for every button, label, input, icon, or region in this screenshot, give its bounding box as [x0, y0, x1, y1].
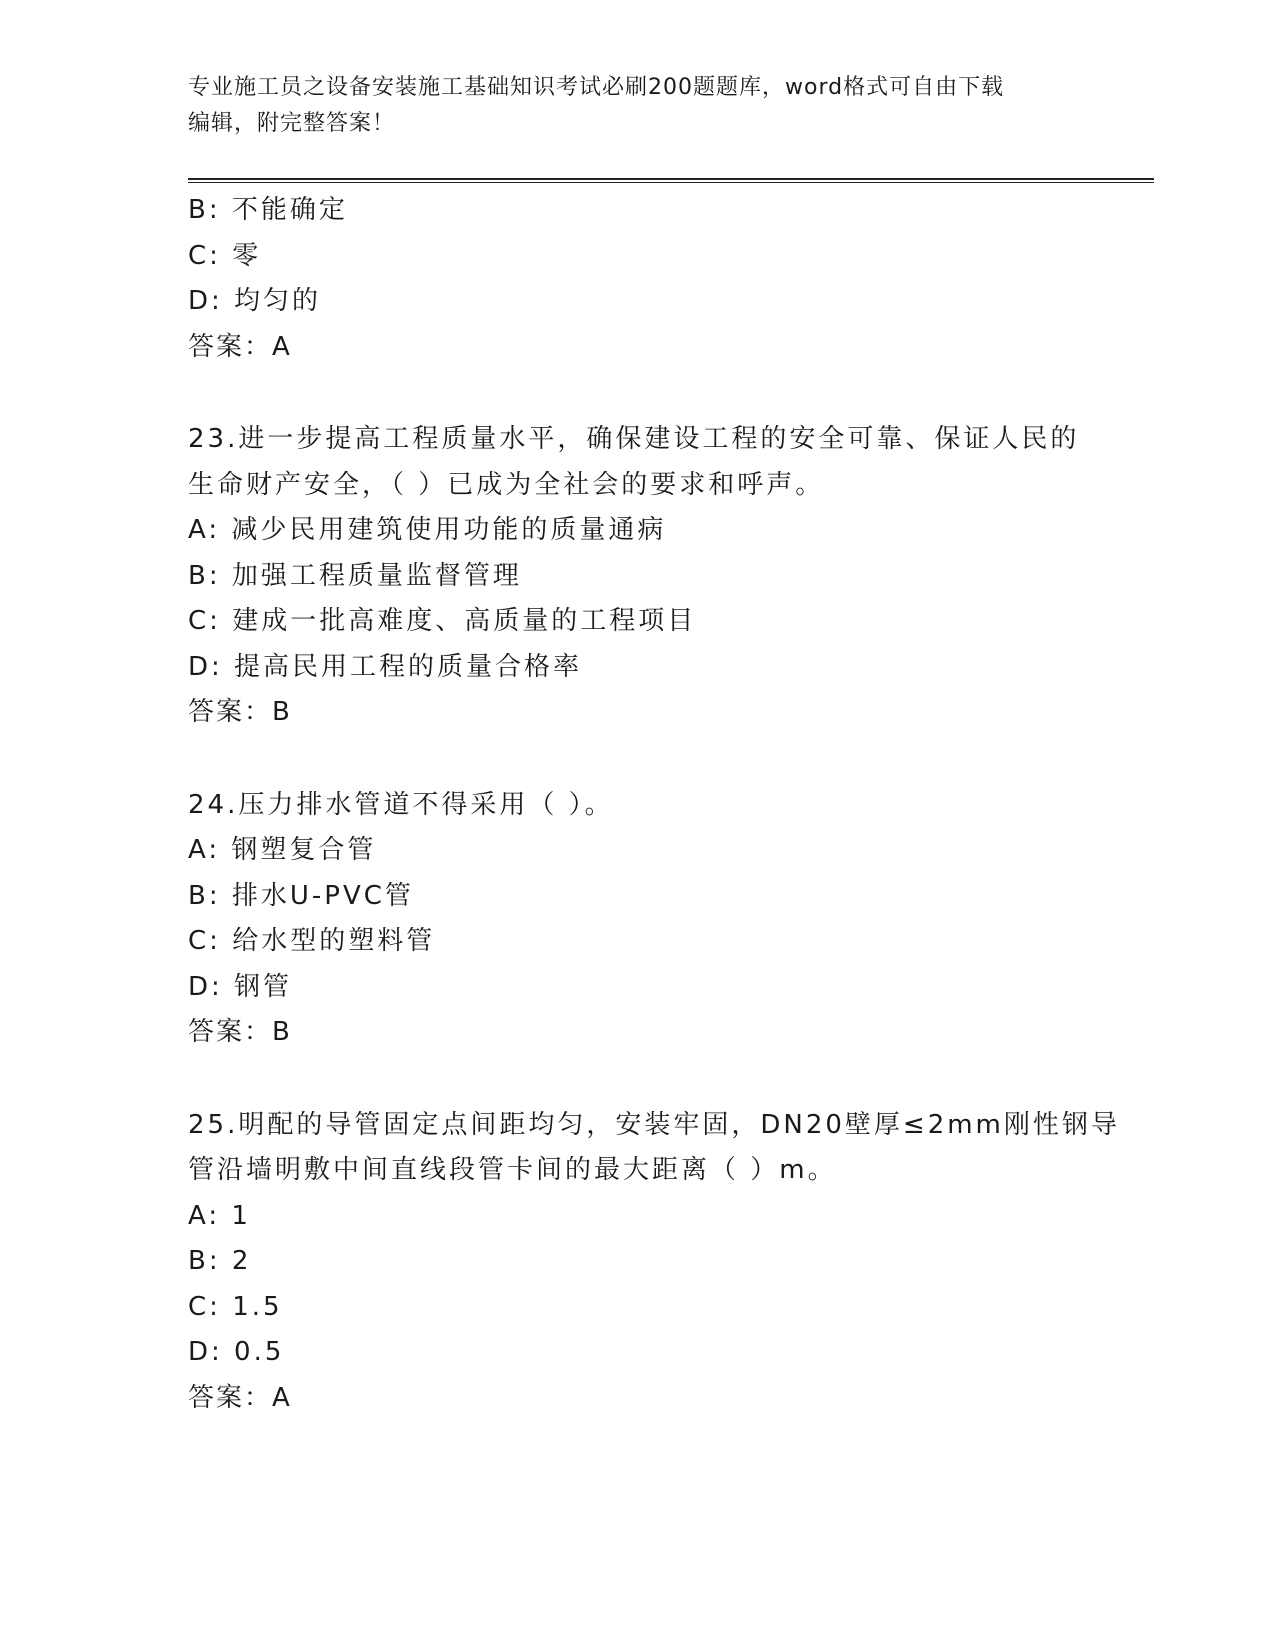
option-text: 2: [231, 1246, 252, 1276]
page-header: [188, 70, 1068, 142]
option-key: B:: [188, 560, 221, 591]
option-key: C:: [188, 240, 221, 271]
answer: 答案：A: [188, 1382, 292, 1413]
answer: 答案：B: [188, 697, 292, 727]
option-text: 不能确定: [231, 195, 348, 225]
option-key: B:: [188, 195, 221, 225]
option-b: [188, 554, 1088, 600]
question-stem: 23.进一步提高工程质量水平，确保建设工程的安全可靠、保证人民的: [188, 424, 1080, 454]
question-25: [188, 1103, 1120, 1422]
option-b: [188, 1239, 1088, 1285]
option-d: [188, 279, 1088, 325]
option-a: [188, 508, 1088, 554]
answer: 答案：B: [188, 1017, 292, 1047]
option-text: 建成一批高难度、高质量的工程项目: [232, 606, 697, 636]
option-key: D:: [188, 286, 223, 316]
option-key: A:: [188, 515, 221, 545]
option-c: [188, 919, 1088, 965]
option-text: 加强工程质量监督管理: [231, 560, 522, 591]
question-24: [188, 783, 1088, 1056]
question-list: [188, 188, 1120, 1421]
option-key: C:: [188, 926, 221, 956]
answer: 答案：A: [188, 331, 292, 362]
option-text: 均匀的: [234, 286, 322, 316]
option-text: 1.5: [232, 1291, 283, 1322]
header-divider: [188, 178, 1154, 183]
question-stem: 24.压力排水管道不得采用（ ）。: [188, 789, 614, 820]
option-key: D:: [188, 971, 223, 1002]
option-key: B:: [188, 1246, 221, 1276]
option-key: A:: [188, 1200, 221, 1231]
option-text: 零: [232, 240, 262, 271]
option-text: 排水U-PVC管: [231, 880, 414, 911]
header-title-line1: 专业施工员之设备安装施工基础知识考试必刷200题题库，word格式可自由下载: [188, 75, 1005, 100]
option-d: [188, 1330, 1088, 1376]
option-b: [188, 874, 1088, 920]
option-d: [188, 965, 1088, 1011]
option-c: [188, 234, 1088, 280]
option-c: [188, 1285, 1088, 1331]
option-key: C:: [188, 1291, 221, 1322]
option-b: [188, 188, 1088, 234]
option-key: A:: [188, 835, 221, 865]
question-stem-continued: 生命财产安全，（ ）已成为全社会的要求和呼声。: [188, 469, 825, 500]
prev-question: [188, 188, 1088, 370]
option-text: 0.5: [234, 1337, 285, 1367]
option-text: 提高民用工程的质量合格率: [234, 651, 583, 682]
option-text: 给水型的塑料管: [232, 926, 436, 956]
option-key: B:: [188, 880, 221, 911]
option-key: D:: [188, 651, 223, 682]
option-a: [188, 828, 1088, 874]
option-key: D:: [188, 1337, 223, 1367]
option-text: 减少民用建筑使用功能的质量通病: [231, 515, 667, 545]
option-text: 1: [231, 1200, 251, 1231]
option-c: [188, 599, 1088, 645]
question-stem: 25.明配的导管固定点间距均匀，安装牢固，DN20壁厚≤2mm刚性钢导: [188, 1109, 1120, 1140]
header-title-line2: 编辑，附完整答案！: [188, 111, 396, 136]
option-key: C:: [188, 606, 221, 636]
question-stem-continued: 管沿墙明敷中间直线段管卡间的最大距离（ ）m。: [188, 1155, 837, 1185]
option-d: [188, 645, 1088, 691]
option-text: 钢塑复合管: [231, 835, 377, 865]
question-23: [188, 417, 1088, 736]
option-a: [188, 1194, 1088, 1240]
option-text: 钢管: [234, 971, 293, 1002]
